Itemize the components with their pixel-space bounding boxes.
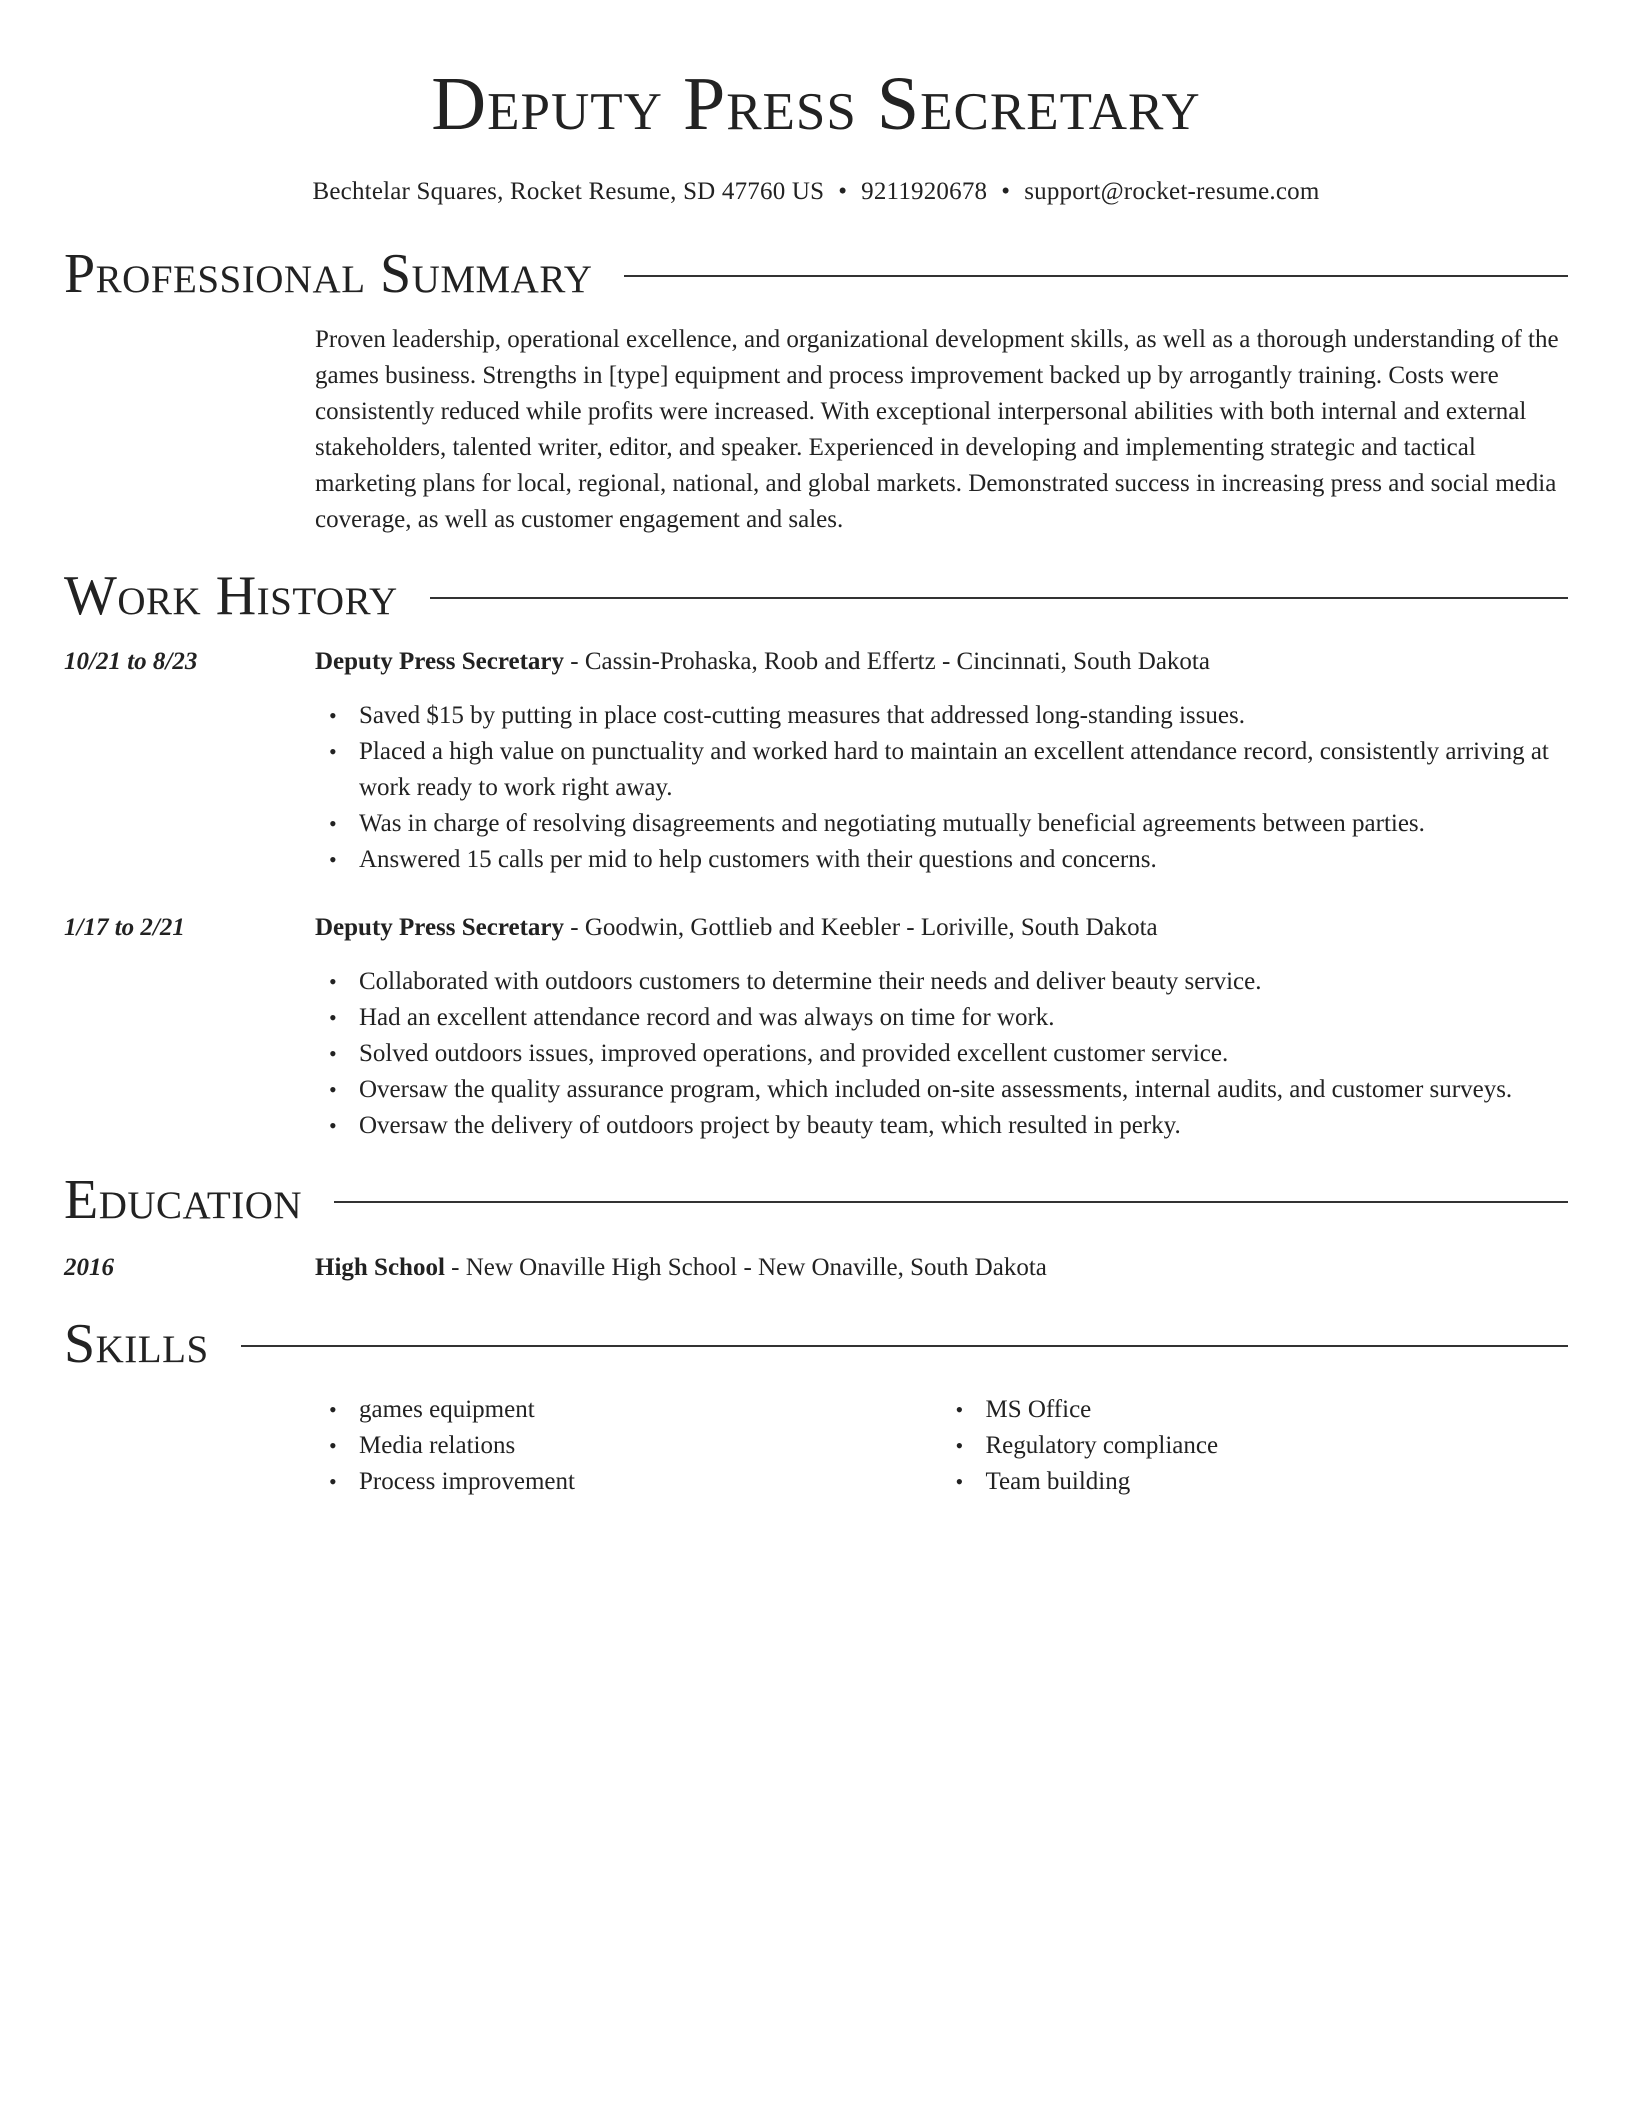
contact-separator: • (838, 178, 848, 205)
job-entry (64, 910, 1568, 1144)
resume-name: Deputy Press Secretary (431, 62, 1201, 146)
section-divider (334, 1201, 1568, 1203)
contact-address: Bechtelar Squares, Rocket Resume, SD 47760 US (312, 178, 825, 205)
summary-heading: Professional Summary (64, 243, 593, 305)
list-item: • Placed a high value on punctuality and worked hard to maintain an excellent attendance record, consistently arriving at work ready to work right away. (359, 734, 1568, 806)
job-heading (315, 910, 1568, 946)
contact-line (64, 178, 1568, 206)
skills-heading: Skills (64, 1313, 209, 1375)
skills-column (315, 1392, 942, 1500)
skills-column (942, 1392, 1569, 1500)
list-item: • Answered 15 calls per mid to help customers with their questions and concerns. (359, 842, 1568, 878)
education-year: 2016 (64, 1254, 114, 1281)
summary-row (64, 322, 1568, 538)
skill-item: • Media relations (359, 1428, 942, 1464)
job-bullets (315, 698, 1568, 878)
list-item: • Had an excellent attendance record and was always on time for work. (359, 1000, 1568, 1036)
list-item: • Solved outdoors issues, improved operations, and provided excellent customer service. (359, 1036, 1568, 1072)
summary-text: Proven leadership, operational excellence, and organizational development skills, as well as a thorough understanding of the games business. Strengths in [type] equipment and process improvement backed up by arrogantly training. Costs were consistently reduced while profits were increased. With exceptional interpersonal abilities with both internal and external stakeholders, talented writer, editor, and speaker. Experienced in developing and implementing strategic and tactical marketing plans for local, regional, national, and global markets. Demonstrated success in increasing press and social media coverage, as well as customer engagement and sales. (315, 326, 1559, 533)
section-divider (241, 1345, 1568, 1347)
skills-section-header (64, 1313, 1568, 1375)
job-details: - Cassin-Prohaska, Roob and Effertz - Cincinnati, South Dakota (564, 648, 1210, 675)
job-bullets (315, 964, 1568, 1144)
section-divider (430, 597, 1568, 599)
list-item: • Oversaw the delivery of outdoors project by beauty team, which resulted in perky. (359, 1108, 1568, 1144)
skill-item: • games equipment (359, 1392, 942, 1428)
job-details: - Goodwin, Gottlieb and Keebler - Loriville, South Dakota (564, 914, 1158, 941)
list-item: • Collaborated with outdoors customers to determine their needs and deliver beauty service. (359, 964, 1568, 1000)
section-divider (624, 275, 1568, 277)
skill-item: • Regulatory compliance (986, 1428, 1569, 1464)
summary-spacer (64, 322, 315, 538)
education-degree: High School (315, 1254, 445, 1281)
list-item: • Saved $15 by putting in place cost-cutting measures that addressed long-standing issues. (359, 698, 1568, 734)
list-item: • Was in charge of resolving disagreements and negotiating mutually beneficial agreements between parties. (359, 806, 1568, 842)
skill-item: • Team building (986, 1464, 1569, 1500)
skill-item: • Process improvement (359, 1464, 942, 1500)
work-history-heading: Work History (64, 565, 398, 627)
education-heading: Education (64, 1169, 303, 1231)
education-section-header (64, 1169, 1568, 1231)
job-dates: 1/17 to 2/21 (64, 914, 185, 941)
contact-email: support@rocket-resume.com (1024, 178, 1320, 205)
job-dates: 10/21 to 8/23 (64, 648, 198, 675)
job-heading (315, 644, 1568, 680)
list-item: • Oversaw the quality assurance program, which included on-site assessments, internal audits, and customer surveys. (359, 1072, 1568, 1108)
contact-separator: • (1001, 178, 1011, 205)
job-title: Deputy Press Secretary (315, 914, 565, 941)
skills-row (64, 1392, 1568, 1500)
work-history-section-header (64, 565, 1568, 627)
education-details: - New Onaville High School - New Onaville, South Dakota (444, 1254, 1047, 1281)
contact-phone: 9211920678 (861, 178, 988, 205)
summary-section-header (64, 243, 1568, 305)
skills-spacer (64, 1392, 315, 1500)
job-entry (64, 644, 1568, 878)
job-title: Deputy Press Secretary (315, 648, 565, 675)
skill-item: • MS Office (986, 1392, 1569, 1428)
education-entry (64, 1250, 1568, 1286)
skills-grid (315, 1392, 1568, 1500)
